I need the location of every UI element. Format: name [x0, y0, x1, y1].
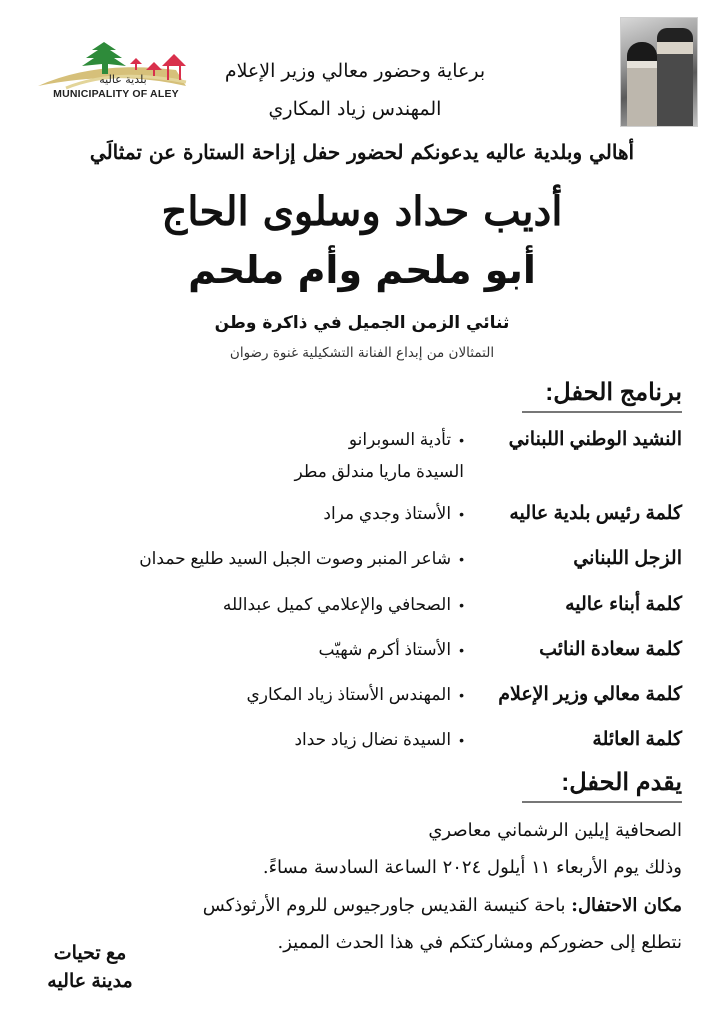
bullet-icon: •	[459, 732, 464, 748]
venue-label: مكان الاحتفال:	[571, 895, 682, 916]
invitation-text: أهالي وبلدية عاليه يدعونكم لحضور حفل إزاحة الستارة عن تمثالَي	[89, 140, 635, 164]
program-item	[122, 638, 682, 672]
event-venue	[203, 895, 682, 916]
couple-photo	[620, 17, 698, 127]
program-performer: •تأدية السوبرانو	[348, 430, 464, 449]
program-role: كلمة أبناء عاليه	[565, 594, 682, 615]
program-role: كلمة معالي وزير الإعلام	[498, 684, 682, 705]
venue-value: باحة كنيسة القديس جاورجيوس للروم الأرثوذكس	[202, 895, 566, 916]
logo-english-text: MUNICIPALITY OF ALEY	[53, 88, 179, 100]
program-role: النشيد الوطني اللبناني	[508, 429, 682, 450]
program-role: كلمة العائلة	[592, 729, 682, 750]
program-performer-name: السيدة ماريا مندلق مطر	[294, 462, 464, 481]
presenter-name: الصحافية إيلين الرشماني معاصري	[428, 820, 682, 841]
title-names: أديب حداد وسلوى الحاج	[161, 188, 563, 235]
program-item	[122, 683, 682, 717]
program-performer: •الصحافي والإعلامي كميل عبدالله	[222, 595, 464, 614]
program-role: الزجل اللبناني	[573, 548, 682, 569]
program-item	[122, 728, 682, 762]
title-characters: أبو ملحم وأم ملحم	[188, 248, 536, 292]
program-performer: •السيدة نضال زياد حداد	[294, 730, 464, 749]
bullet-icon: •	[459, 506, 464, 522]
subtitle: ثنائي الزمن الجميل في ذاكرة وطن	[214, 313, 510, 333]
presenter-heading: يقدم الحفل:	[522, 768, 682, 803]
patronage-line-2: المهندس زياد المكاري	[268, 98, 442, 120]
bullet-icon: •	[459, 432, 464, 448]
signature	[40, 940, 140, 996]
artist-credit: التمثالان من إبداع الفنانة التشكيلية غنوة رضوان	[229, 345, 495, 361]
bullet-icon: •	[459, 597, 464, 613]
program-performer: •الأستاذ أكرم شهيّب	[318, 640, 464, 659]
program-item	[122, 428, 682, 481]
event-datetime: وذلك يوم الأربعاء ١١ أيلول ٢٠٢٤ الساعة السادسة مساءً.	[262, 857, 682, 878]
program-performer: •الأستاذ وجدي مراد	[323, 504, 464, 523]
woman-figure	[627, 42, 657, 127]
program-role: كلمة سعادة النائب	[539, 639, 682, 660]
signature-line-2: مدينة عاليه	[47, 971, 133, 992]
bullet-icon: •	[459, 642, 464, 658]
program-role: كلمة رئيس بلدية عاليه	[509, 503, 682, 524]
logo-arabic-text: بلدية عاليه	[99, 73, 147, 86]
closing-line: نتطلع إلى حضوركم ومشاركتكم في هذا الحدث المميز.	[277, 932, 682, 953]
program-heading: برنامج الحفل:	[522, 378, 682, 413]
bullet-icon: •	[459, 687, 464, 703]
program-item	[122, 502, 682, 536]
signature-line-1: مع تحيات	[53, 943, 127, 964]
program-item	[122, 593, 682, 627]
man-figure	[657, 28, 693, 127]
patronage-line-1: برعاية وحضور معالي وزير الإعلام	[224, 60, 486, 82]
bullet-icon: •	[459, 551, 464, 567]
municipality-logo	[36, 40, 196, 106]
program-performer: •شاعر المنبر وصوت الجبل السيد طليع حمدان	[139, 549, 464, 568]
program-performer: •المهندس الأستاذ زياد المكاري	[246, 685, 464, 704]
program-item	[122, 547, 682, 581]
